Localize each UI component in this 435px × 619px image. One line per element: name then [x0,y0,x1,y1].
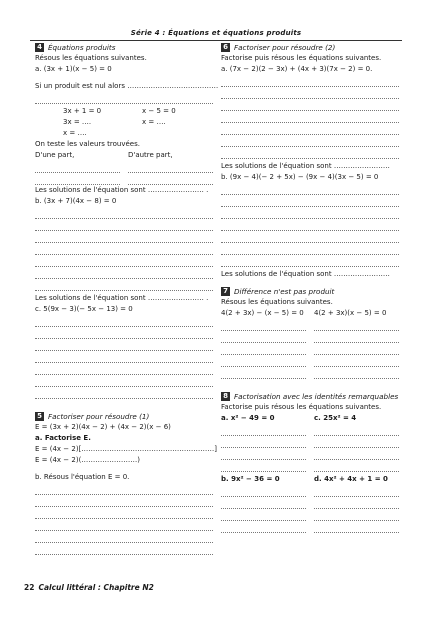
answer-line[interactable] [314,436,399,448]
answer-line[interactable] [35,255,213,267]
answer-line[interactable] [221,255,399,267]
exercise-title: Factorisation avec les identités remarquables [234,392,399,401]
right-column [221,42,399,533]
solutions-line: Les solutions de l'équation sont …………………… . [35,186,209,194]
answer-line[interactable] [314,521,399,533]
exercise-number: 4 [35,43,44,52]
answer-line[interactable] [35,327,213,339]
answer-line[interactable] [35,161,120,173]
answer-line[interactable] [221,207,399,219]
answer-line[interactable] [35,315,213,327]
answer-line[interactable] [314,331,399,343]
answer-line[interactable] [221,436,306,448]
exercise-6-title [221,42,399,53]
work-line: x − 5 = 0 [142,107,176,115]
answer-line[interactable] [221,75,399,87]
page-header: Série 4 : Équations et équations produits [30,27,402,41]
work-line: x = …. [63,129,87,137]
question-a: a. x² − 49 = 0 [221,414,275,422]
exercise-number: 7 [221,287,230,296]
answer-line[interactable] [35,92,213,104]
answer-line[interactable] [221,424,306,436]
left-column [35,42,219,555]
question-c: c. 25x² = 4 [314,414,357,422]
answer-line[interactable] [221,99,399,111]
answer-line[interactable] [35,363,213,375]
answer-line[interactable] [314,343,399,355]
exercise-5-title [35,411,213,422]
answer-line[interactable] [35,267,213,279]
answer-line[interactable] [221,123,399,135]
question-a: a. (7x − 2)(2 − 3x) + (4x + 3)(7x − 2) = 0. [221,65,373,73]
answer-line[interactable] [128,161,213,173]
answer-line[interactable] [35,279,213,291]
exercise-title: Factoriser pour résoudre (2) [234,43,336,52]
answer-line[interactable] [221,319,306,331]
answer-line[interactable] [314,497,399,509]
instruction: Factorise puis résous les équations suivantes. [221,403,382,411]
solutions-line: Les solutions de l'équation sont …………………… . [35,294,209,302]
answer-line[interactable] [35,519,213,531]
work-line: E = (4x − 2)[…………………………………………………] [35,445,218,453]
exercise-8-title [221,391,399,402]
work-line: 3x = …. [63,118,92,126]
question-a: a. (3x + 1)(x − 5) = 0 [35,65,112,73]
text: On teste les valeurs trouvées. [35,140,140,148]
answer-line[interactable] [221,460,306,472]
answer-line[interactable] [314,485,399,497]
equation: 4(2 + 3x) − (x − 5) = 0 [221,309,304,317]
question-c: c. 5(9x − 3)(− 5x − 13) = 0 [35,305,133,313]
answer-line[interactable] [221,195,399,207]
answer-line[interactable] [221,485,306,497]
exercise-title: Équations produits [48,43,116,52]
answer-line[interactable] [314,448,399,460]
label: D'autre part, [128,151,173,159]
exercise-number: 8 [221,392,230,401]
solutions-line: Les solutions de l'équation sont …………………… [221,162,390,170]
answer-line[interactable] [35,543,213,555]
instruction: Résous les équations suivantes. [221,298,333,306]
answer-line[interactable] [314,509,399,521]
answer-line[interactable] [314,355,399,367]
answer-line[interactable] [221,509,306,521]
answer-line[interactable] [221,147,399,159]
answer-line[interactable] [221,355,306,367]
answer-line[interactable] [35,531,213,543]
work-line: E = (4x − 2)(……………………) [35,456,141,464]
answer-line[interactable] [35,231,213,243]
answer-line[interactable] [314,367,399,379]
solutions-line: Les solutions de l'équation sont …………………… [221,270,390,278]
answer-line[interactable] [221,521,306,533]
answer-line[interactable] [314,319,399,331]
question-b: b. 9x² − 36 = 0 [221,475,280,483]
exercise-title: Différence n'est pas produit [234,287,335,296]
answer-line[interactable] [35,387,213,399]
answer-line[interactable] [221,497,306,509]
label: D'une part, [35,151,75,159]
question-d: d. 4x² + 4x + 1 = 0 [314,475,388,483]
question-b: b. (9x − 4)(− 2 + 5x) − (9x − 4)(3x − 5) = 0 [221,173,379,181]
answer-line[interactable] [314,424,399,436]
instruction: Résous les équations suivantes. [35,54,147,62]
answer-line[interactable] [221,231,399,243]
answer-line[interactable] [35,339,213,351]
work-line: x = …. [142,118,166,126]
answer-line[interactable] [128,173,213,185]
answer-line[interactable] [221,448,306,460]
exercise-7-title [221,286,399,297]
exercise-number: 5 [35,412,44,421]
answer-line[interactable] [314,460,399,472]
answer-line[interactable] [221,111,399,123]
work-line: 3x + 1 = 0 [63,107,102,115]
page-footer [24,583,154,592]
question-a: a. Factorise E. [35,434,91,442]
answer-line[interactable] [221,367,306,379]
answer-line[interactable] [221,331,306,343]
answer-line[interactable] [35,207,213,219]
question-b: b. Résous l'équation E = 0. [35,473,130,481]
exercise-title: Factoriser pour résoudre (1) [48,412,150,421]
answer-line[interactable] [221,183,399,195]
answer-line[interactable] [35,375,213,387]
answer-line[interactable] [35,507,213,519]
expression: E = (3x + 2)(4x − 2) + (4x − 2)(x − 6) [35,423,171,431]
page-number: 22 [24,583,35,592]
answer-line[interactable] [221,243,399,255]
answer-line[interactable] [221,219,399,231]
answer-line[interactable] [35,495,213,507]
answer-line[interactable] [221,343,306,355]
answer-line[interactable] [221,135,399,147]
answer-line[interactable] [35,173,120,185]
question-b: b. (3x + 7)(4x − 8) = 0 [35,197,117,205]
answer-line[interactable] [221,87,399,99]
chapter-title: Calcul littéral : Chapitre N2 [38,583,154,592]
answer-line[interactable] [35,351,213,363]
rule-line: Si un produit est nul alors ………………………………… [35,82,219,90]
answer-line[interactable] [35,219,213,231]
exercise-4-title [35,42,213,53]
instruction: Factorise puis résous les équations suivantes. [221,54,382,62]
answer-line[interactable] [35,483,213,495]
exercise-number: 6 [221,43,230,52]
answer-line[interactable] [35,243,213,255]
equation: 4(2 + 3x)(x − 5) = 0 [314,309,387,317]
